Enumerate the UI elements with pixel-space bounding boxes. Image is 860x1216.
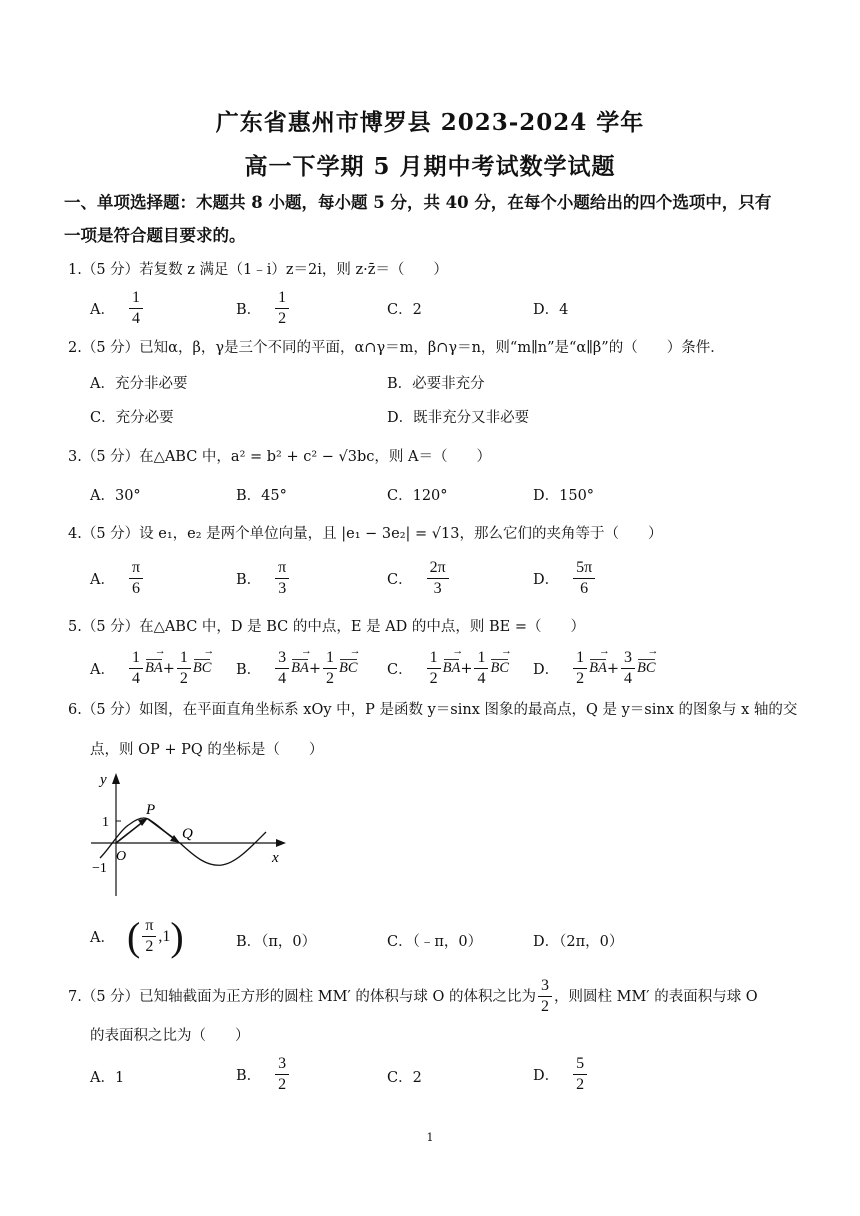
plus-sign: + (162, 660, 175, 677)
plus-sign: + (308, 660, 322, 677)
question-1-option-c: C．2 (387, 302, 422, 318)
vector-ba: BA → (291, 660, 309, 677)
question-6-option-c: C．（﹣π，0） (387, 934, 483, 950)
axis-label-x: x (272, 850, 279, 866)
denominator: 6 (132, 580, 141, 597)
tick-label-one: 1 (102, 815, 109, 830)
vector-ba: BA → (589, 660, 607, 677)
denominator: 4 (131, 310, 140, 327)
fraction (177, 648, 191, 689)
question-2-stem: 2.（5 分）已知α，β，γ是三个不同的平面，α∩γ＝m，β∩γ＝n，则“m∥n”是“α∥β”的（ ）条件． (68, 340, 725, 356)
vector-ba: BA → (145, 660, 163, 677)
option-label: A． (90, 302, 115, 318)
question-2-option-d: D．既非充分又非必要 (387, 410, 530, 426)
point-label-q: Q (182, 826, 193, 842)
question-4-option-b (236, 558, 291, 599)
fraction (275, 558, 289, 599)
numerator: π (142, 916, 156, 937)
numerator: 3 (275, 648, 289, 669)
numerator: 3 (275, 1054, 289, 1075)
fraction (427, 648, 441, 689)
axis-label-y: y (100, 772, 107, 788)
option-label: D． (533, 1068, 560, 1084)
option-label: D． (533, 662, 560, 678)
vector-bc: BC → (490, 660, 509, 677)
tick-label-minus-one: −1 (92, 861, 107, 876)
numerator: 1 (177, 648, 191, 669)
page-number: 1 (426, 1131, 434, 1144)
sine-graph-figure (86, 768, 296, 898)
numerator: π (275, 558, 289, 579)
numerator: 2π (427, 558, 449, 579)
question-3-stem: 3.（5 分）在△ABC 中，a² = b² + c² − √3bc，则 A＝（ ） (68, 449, 491, 465)
denominator: 2 (278, 1076, 287, 1093)
vector-bc: BC → (637, 660, 656, 677)
doc-title-line2: 高一下学期 5 月期中考试数学试题 (244, 153, 616, 180)
question-4-option-a (90, 558, 145, 599)
fraction (275, 648, 289, 689)
left-paren-icon: ( (126, 913, 141, 959)
question-7-stem-post: ，则圆柱 MM′ 的表面积与球 O (553, 988, 758, 1005)
fraction (538, 976, 552, 1017)
origin-label: O (116, 849, 127, 864)
fraction (474, 648, 488, 689)
numerator: 1 (275, 288, 289, 309)
question-6-option-a (90, 913, 184, 959)
section-heading-line2: 一项是符合题目要求的。 (64, 226, 246, 245)
question-7-option-d (533, 1054, 589, 1095)
plus-sign: + (460, 660, 473, 677)
fraction (275, 1054, 289, 1095)
question-5-option-c (387, 648, 509, 689)
denominator: 2 (576, 670, 585, 687)
question-3-option-a: A．30° (90, 488, 141, 504)
question-7-stem-line1 (68, 976, 808, 1017)
denominator: 2 (540, 998, 549, 1015)
fraction (573, 1054, 587, 1095)
question-1-stem: 1.（5 分）若复数 z 满足（1﹣i）z＝2i，则 z·z̄＝（ ） (68, 262, 448, 278)
option-label: B． (236, 1068, 262, 1084)
numerator: 1 (573, 648, 587, 669)
question-6-stem-line2: 点，则 OP + PQ 的坐标是（ ） (90, 742, 324, 758)
question-2-option-b: B．必要非充分 (387, 376, 485, 392)
y-axis-arrow-icon (112, 773, 120, 784)
option-label: A． (90, 930, 115, 946)
section-heading-line1: 一、单项选择题：木题共 8 小题，每小题 5 分，共 40 分，在每个小题给出的四个选项中，只有 (64, 193, 772, 212)
numerator: 3 (538, 976, 552, 997)
question-6-stem-line1: 6.（5 分）如图，在平面直角坐标系 xOy 中，P 是函数 y＝sinx 图象的最高点，Q 是 y＝sinx 的图象与 x 轴的交 (68, 702, 798, 718)
numerator: 1 (129, 288, 143, 309)
option-label: A． (90, 572, 115, 588)
question-3-option-c: C．120° (387, 488, 448, 504)
question-1-option-d: D．4 (533, 302, 569, 318)
denominator: 4 (278, 670, 287, 687)
question-6-option-d: D．（2π，0） (533, 934, 624, 950)
option-label: B． (236, 302, 262, 318)
numerator: 1 (474, 648, 488, 669)
question-5-option-d (533, 648, 656, 689)
denominator: 2 (576, 1076, 585, 1093)
doc-title-line1: 广东省惠州市博罗县 2023-2024 学年 (215, 109, 645, 136)
question-5-option-b (236, 648, 358, 689)
option-label: D． (533, 572, 560, 588)
denominator: 2 (278, 310, 287, 327)
point-label-p: P (146, 802, 156, 818)
option-label: C． (387, 662, 413, 678)
x-axis-arrow-icon (276, 839, 286, 847)
fraction (129, 288, 143, 329)
question-2-option-a: A．充分非必要 (90, 376, 188, 392)
question-3-option-b: B．45° (236, 488, 287, 504)
fraction (275, 288, 289, 329)
denominator: 3 (433, 580, 442, 597)
denominator: 4 (624, 670, 633, 687)
question-1-option-b (236, 288, 291, 329)
question-4-stem: 4.（5 分）设 e₁，e₂ 是两个单位向量，且 |e₁ − 3e₂| = √13，那么它们的夹角等于（ ） (68, 526, 663, 542)
vector-pq-line (148, 819, 176, 840)
fraction (621, 648, 635, 689)
fraction (427, 558, 449, 599)
fraction (129, 648, 143, 689)
denominator: 4 (131, 670, 140, 687)
question-1-option-a (90, 288, 145, 329)
fraction (142, 916, 156, 957)
right-paren-icon: ) (170, 913, 184, 959)
numerator: π (129, 558, 143, 579)
denominator: 6 (580, 580, 589, 597)
question-7-option-a: A．1 (90, 1070, 125, 1086)
fraction (573, 558, 595, 599)
question-5-stem: 5.（5 分）在△ABC 中，D 是 BC 的中点，E 是 AD 的中点，则 BE =（ ） (68, 619, 586, 635)
coordinate-tail: ,1 (158, 927, 171, 945)
question-7-option-b (236, 1054, 291, 1095)
denominator: 4 (477, 670, 486, 687)
numerator: 5π (573, 558, 595, 579)
question-4-option-c (387, 558, 451, 599)
vector-ba: BA → (443, 660, 461, 677)
question-7-stem-line2: 的表面积之比为（ ） (90, 1028, 250, 1044)
option-label: B． (236, 572, 262, 588)
section-heading (64, 186, 804, 252)
fraction (573, 648, 587, 689)
numerator: 1 (427, 648, 441, 669)
question-2-option-c: C．充分必要 (90, 410, 174, 426)
fraction (129, 558, 143, 599)
vector-bc: BC → (339, 660, 358, 677)
numerator: 3 (621, 648, 635, 669)
denominator: 2 (179, 670, 188, 687)
question-4-option-d (533, 558, 597, 599)
question-7-stem-pre: 7.（5 分）已知轴截面为正方形的圆柱 MM′ 的体积与球 O 的体积之比为 (68, 988, 536, 1005)
numerator: 1 (323, 648, 337, 669)
denominator: 2 (326, 670, 335, 687)
fraction (323, 648, 337, 689)
denominator: 2 (429, 670, 438, 687)
question-5-option-a (90, 648, 211, 689)
denominator: 3 (278, 580, 287, 597)
denominator: 2 (145, 938, 154, 955)
question-7-option-c: C．2 (387, 1070, 422, 1086)
vector-bc: BC → (193, 660, 212, 677)
numerator: 5 (573, 1054, 587, 1075)
option-label: B． (236, 662, 262, 678)
plus-sign: + (606, 660, 620, 677)
option-label: C． (387, 572, 413, 588)
question-3-option-d: D．150° (533, 488, 595, 504)
question-6-option-b: B．（π，0） (236, 934, 317, 950)
option-label: A． (90, 662, 115, 678)
numerator: 1 (129, 648, 143, 669)
